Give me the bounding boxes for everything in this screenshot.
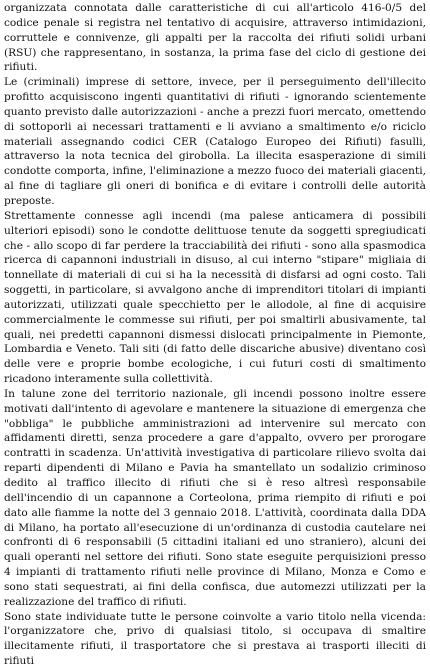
paragraph-3: Strettamente connesse agli incendi (ma palese anticamera di possibili ulteriori episodi) sono le condotte delittuose tenute da soggetti spregiudicati che - allo scopo di far perdere la tracciabilità dei rifiuti - sono alla spasmodica ricerca di capannoni industriali in disuso, al cui interno "stipare" migliaia di tonnellate di materiali di cui si ha la necessità di disfarsi ad ogni costo. Tali soggetti, in particolare, si avvalgono anche di imprenditori titolari di impianti autorizzati, utilizzati quale specchietto per le allodole, al fine di acquisire commercialmente le commesse sui rifiuti, per poi smaltirli abusivamente, tal quali, nei predetti capannoni dismessi dislocati principalmente in Piemonte, Lombardia e Veneto. Tali siti (di fatto delle discariche abusive) diventano così delle vere e proprie bombe ecologiche, i cui futuri costi di smaltimento ricadono interamente sulla collettività. xyxy=(4,209,426,386)
paragraph-1: organizzata connotata dalle caratteristiche di cui all'articolo 416-0/5 del codice penale si registra nel tentativo di acquisire, attraverso intimidazioni, corruttele e connivenze, gli appalti per la raccolta dei rifiuti solidi urbani (RSU) che rappresentano, in sostanza, la prima fase del ciclo di gestione dei rifiuti. xyxy=(4,2,426,74)
paragraph-4: In talune zone del territorio nazionale, gli incendi possono inoltre essere motivati dall'intento di agevolare e mantenere la situazione di emergenza che "obbliga" le pubbliche amministrazioni ad intervenire sul mercato con affidamenti diretti, senza procedere a gare d'appalto, ovvero per prorogare contratti in scadenza. Un'attività investigativa di particolare rilievo svolta dai reparti dipendenti di Milano e Pavia ha smantellato un sodalizio criminoso dedito al traffico illecito di rifiuti che si è reso altresì responsabile dell'incendio di un capannone a Corteolona, prima riempito di rifiuti e poi dato alle fiamme la notte del 3 gennaio 2018. L'attività, coordinata dalla DDA di Milano, ha portato all'esecuzione di un'ordinanza di custodia cautelare nei confronti di 6 responsabili (5 cittadini italiani ed uno straniero), alcuni dei quali operanti nel settore dei rifiuti. Sono state eseguite perquisizioni presso 4 impianti di trattamento rifiuti nelle province di Milano, Monza e Como e sono stati sequestrati, ai fini della confisca, due automezzi utilizzati per la realizzazione del traffico di rifiuti. xyxy=(4,387,426,608)
paragraph-2: Le (criminali) imprese di settore, invece, per il perseguimento dell'illecito profitto acquisiscono ingenti quantitativi di rifiuti - ignorando scientemente quanto previsto dalle autorizzazioni - anche a prezzi fuori mercato, omettendo di sottoporli ai necessari trattamenti e li avviano a smaltimento e/o riciclo materiali assegnando codici CER (Catalogo Europeo dei Rifiuti) fasulli, attraverso la nota tecnica del girobolla. La illecita esasperazione di simili condotte comporta, infine, l'eliminazione a mezzo fuoco dei materiali giacenti, al fine di tagliare gli oneri di bonifica e di evitare i controlli delle autorità preposte. xyxy=(4,76,426,207)
paragraph-5: Sono state individuate tutte le persone coinvolte a vario titolo nella vicenda: l'organizzatore che, privo di qualsiasi titolo, si occupava di smaltire illecitamente rifiuti, il trasportatore che si prestava ai trasporti illeciti di rifiuti xyxy=(4,610,426,668)
